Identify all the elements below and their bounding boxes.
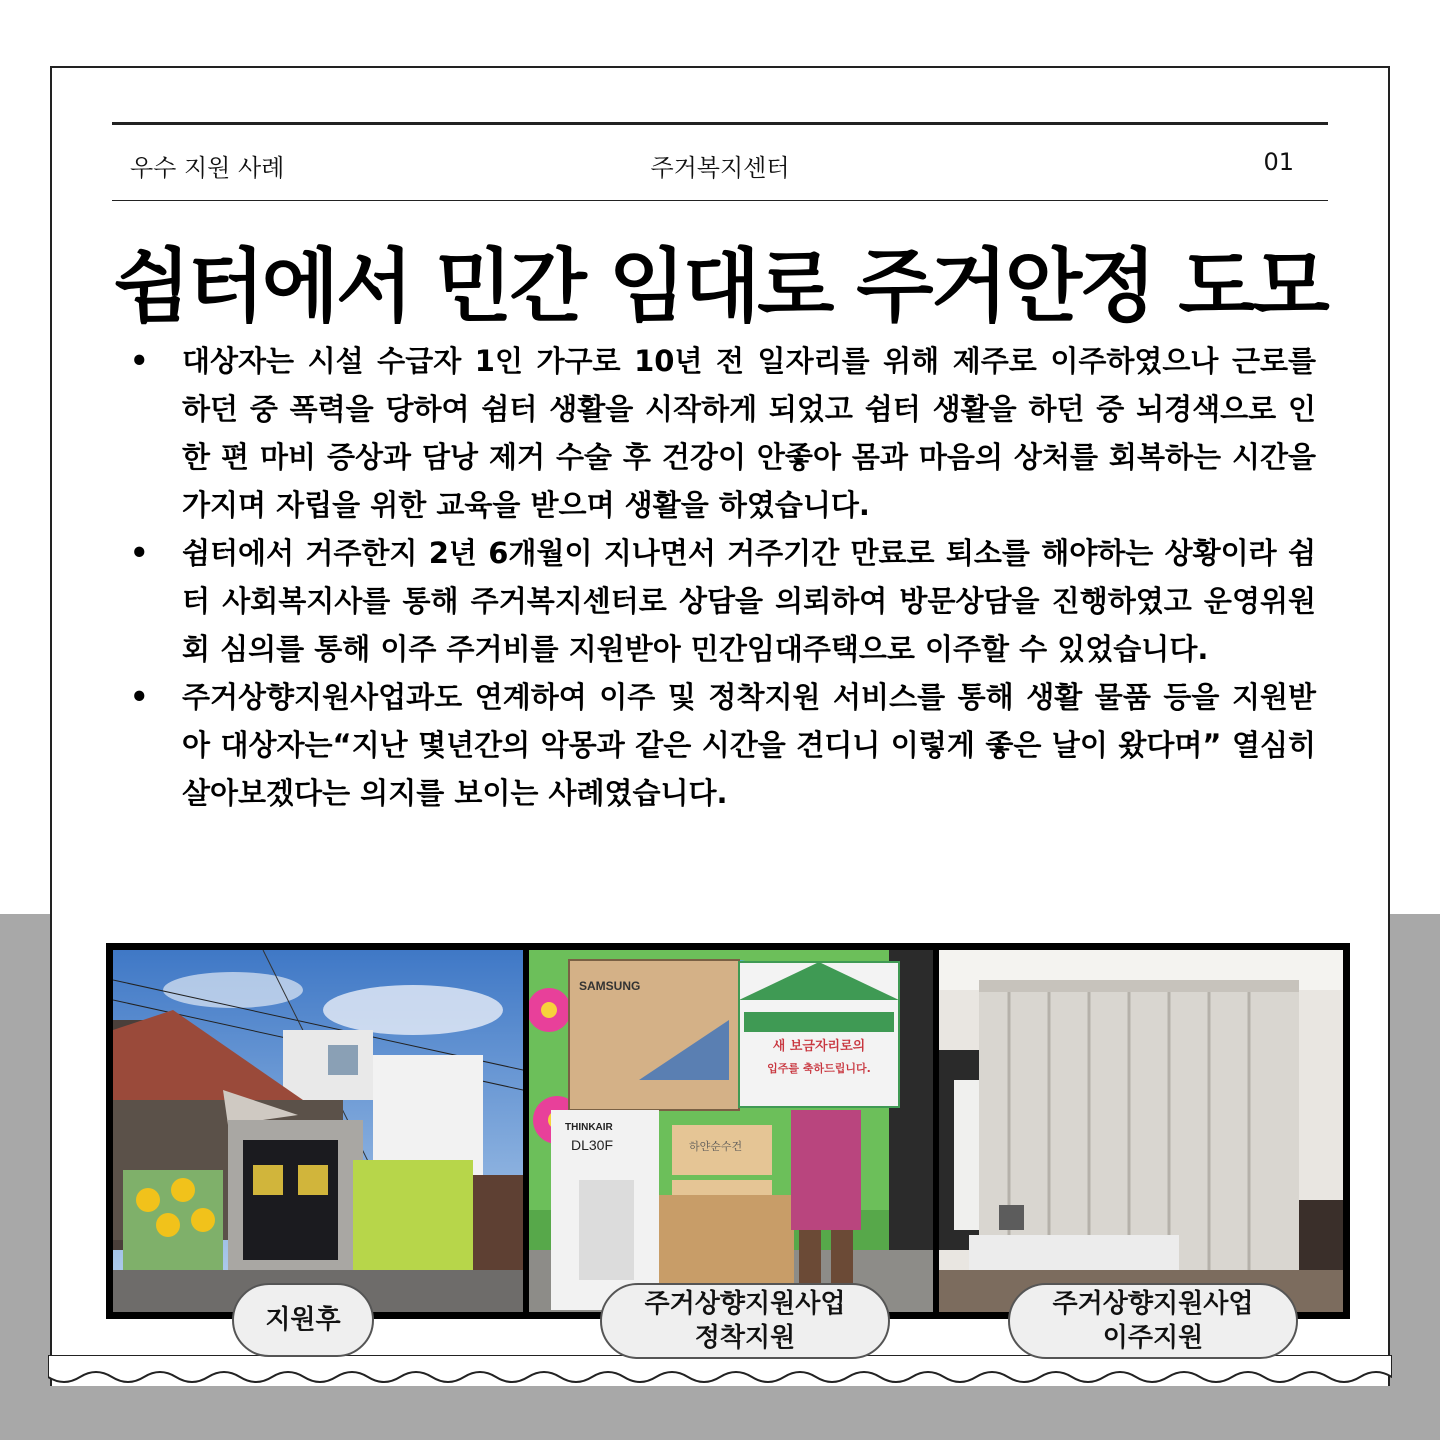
header-rule-top [112, 122, 1328, 125]
label-settle-line-2: 정착지원 [694, 1323, 796, 1353]
page-title: 쉼터에서 민간 임대로 주거안정 도모 [113, 240, 1327, 333]
photo-settlement-support [529, 950, 933, 1312]
bullet-marker: • [130, 536, 149, 570]
label-move-line-1: 주거상향지원사업 [1052, 1289, 1254, 1319]
label-after-support [232, 1283, 374, 1357]
label-move-support [1008, 1283, 1298, 1359]
towel-box-label: 하얀순수건 [689, 1140, 743, 1153]
label-after-text: 지원후 [265, 1305, 341, 1335]
page-number: 01 [1263, 148, 1294, 176]
box-brand-label: SAMSUNG [579, 979, 641, 993]
bullet-text: 주거상향지원사업과도 연계하여 이주 및 정착지원 서비스를 통해 생활 물품 등을 지원받아 대상자는“지난 몇년간의 악몽과 같은 시간을 견디니 이렇게 좋은 날이 왔다며” 열심히 살아보겠다는 의지를 보이는 사례였습니다. [182, 680, 1316, 810]
sign-line-1: 새 보금자리로의 [772, 1039, 866, 1054]
label-settle-line-1: 주거상향지원사업 [644, 1289, 846, 1319]
sign-line-2: 입주를 축하드립니다. [767, 1062, 871, 1075]
dehumidifier-brand-label: THINKAIR [565, 1122, 613, 1133]
photo-house-after [113, 950, 523, 1312]
bullet-text: 대상자는 시설 수급자 1인 가구로 10년 전 일자리를 위해 제주로 이주하였으나 근로를 하던 중 폭력을 당하여 쉼터 생활을 시작하게 되었고 쉼터 생활을 하던 중 뇌경색으로 인한 편 마비 증상과 담낭 제거 수술 후 건강이 안좋아 몸과 마음의 상처를 회복하는 시간을 가지며 자립을 위한 교육을 받으며 생활을 하였습니다. [182, 344, 1316, 522]
bullet-item [130, 529, 1316, 673]
bullet-text: 쉼터에서 거주한지 2년 6개월이 지나면서 거주기간 만료로 퇴소를 해야하는 상황이라 쉼터 사회복지사를 통해 주거복지센터로 상담을 의뢰하여 방문상담을 진행하였고 운영위원회 심의를 통해 이주 주거비를 지원받아 민간임대주택으로 이주할 수 있었습니다. [182, 536, 1316, 666]
case-description [130, 337, 1316, 817]
bullet-marker: • [130, 680, 149, 714]
bullet-item [130, 337, 1316, 529]
bullet-marker: • [130, 344, 149, 378]
header-organization: 주거복지센터 [650, 154, 790, 182]
header-rule-bottom [112, 200, 1328, 201]
header-category: 우수 지원 사례 [130, 154, 285, 182]
label-settlement-support [600, 1283, 890, 1359]
photo-strip [106, 943, 1350, 1319]
wavy-bottom-edge [48, 1355, 1392, 1440]
dehumidifier-model-label: DL30F [571, 1137, 614, 1153]
bullet-item [130, 673, 1316, 817]
label-move-line-2: 이주지원 [1102, 1323, 1204, 1353]
photo-move-support [939, 950, 1343, 1312]
